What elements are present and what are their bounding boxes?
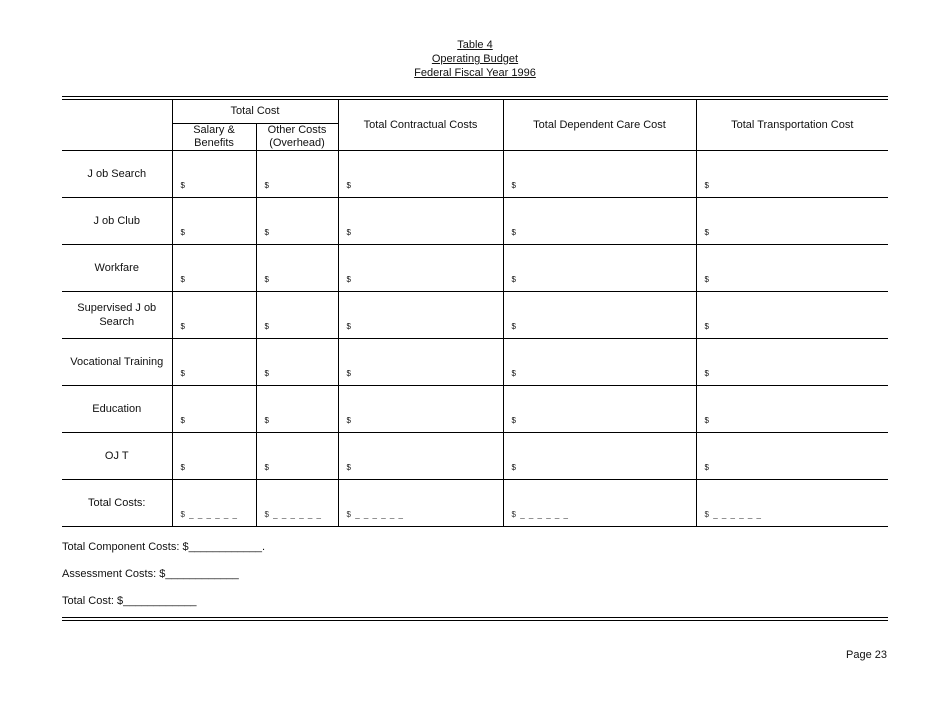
header-dependent-care: Total Dependent Care Cost [503, 100, 696, 150]
total-amount-cell[interactable]: $ _ _ _ _ _ _ [338, 479, 503, 526]
table-row [62, 432, 888, 479]
amount-cell[interactable]: $ [696, 197, 888, 244]
amount-cell[interactable]: $ [256, 385, 338, 432]
corner-cell [62, 100, 172, 150]
table-row [62, 291, 888, 338]
budget-table [62, 100, 888, 527]
header-contractual: Total Contractual Costs [338, 100, 503, 150]
amount-cell[interactable]: $ [696, 432, 888, 479]
amount-cell[interactable]: $ [503, 338, 696, 385]
row-label: Supervised J ob Search [62, 291, 172, 338]
totals-row [62, 479, 888, 526]
total-cost: Total Cost: $____________ [62, 594, 197, 607]
header-other-costs: Other Costs (Overhead) [256, 123, 338, 150]
amount-cell[interactable]: $ [172, 244, 256, 291]
amount-cell[interactable]: $ [696, 338, 888, 385]
table-row [62, 197, 888, 244]
amount-cell[interactable]: $ [338, 197, 503, 244]
table-title: Operating Budget [431, 53, 519, 65]
amount-cell[interactable]: $ [172, 385, 256, 432]
amount-cell[interactable]: $ [696, 291, 888, 338]
total-amount-cell[interactable]: $ _ _ _ _ _ _ [172, 479, 256, 526]
table-row [62, 244, 888, 291]
amount-cell[interactable]: $ [256, 291, 338, 338]
row-label: J ob Club [62, 197, 172, 244]
table-subtitle: Federal Fiscal Year 1996 [414, 67, 536, 79]
amount-cell[interactable]: $ [503, 432, 696, 479]
amount-cell[interactable]: $ [338, 385, 503, 432]
amount-cell[interactable]: $ [256, 244, 338, 291]
assessment-costs: Assessment Costs: $____________ [62, 567, 239, 580]
total-amount-cell[interactable]: $ _ _ _ _ _ _ [696, 479, 888, 526]
amount-cell[interactable]: $ [338, 291, 503, 338]
amount-cell[interactable]: $ [172, 291, 256, 338]
total-component-costs: Total Component Costs: $____________. [62, 540, 266, 553]
amount-cell[interactable]: $ [256, 150, 338, 197]
amount-cell[interactable]: $ [696, 244, 888, 291]
totals-label: Total Costs: [62, 479, 172, 526]
row-label: J ob Search [62, 150, 172, 197]
row-label: Workfare [62, 244, 172, 291]
total-amount-cell[interactable]: $ _ _ _ _ _ _ [256, 479, 338, 526]
amount-cell[interactable]: $ [256, 197, 338, 244]
amount-cell[interactable]: $ [696, 150, 888, 197]
table-row [62, 338, 888, 385]
row-label: Vocational Training [62, 338, 172, 385]
amount-cell[interactable]: $ [172, 338, 256, 385]
amount-cell[interactable]: $ [172, 432, 256, 479]
table-row [62, 150, 888, 197]
bottom-double-rule [62, 617, 888, 621]
table-and-footer [62, 100, 888, 621]
header-salary: Salary & Benefits [172, 123, 256, 150]
header-total-cost: Total Cost [172, 100, 338, 123]
amount-cell[interactable]: $ [338, 432, 503, 479]
page-number: Page 23 [846, 649, 887, 661]
header-transportation: Total Transportation Cost [696, 100, 888, 150]
amount-cell[interactable]: $ [503, 291, 696, 338]
table-number: Table 4 [457, 39, 493, 51]
amount-cell[interactable]: $ [338, 338, 503, 385]
amount-cell[interactable]: $ [172, 150, 256, 197]
amount-cell[interactable]: $ [503, 244, 696, 291]
amount-cell[interactable]: $ [338, 150, 503, 197]
amount-cell[interactable]: $ [503, 385, 696, 432]
amount-cell[interactable]: $ [503, 150, 696, 197]
amount-cell[interactable]: $ [338, 244, 503, 291]
row-label: OJ T [62, 432, 172, 479]
amount-cell[interactable]: $ [256, 432, 338, 479]
amount-cell[interactable]: $ [256, 338, 338, 385]
total-amount-cell[interactable]: $ _ _ _ _ _ _ [503, 479, 696, 526]
amount-cell[interactable]: $ [503, 197, 696, 244]
table-row [62, 385, 888, 432]
amount-cell[interactable]: $ [696, 385, 888, 432]
amount-cell[interactable]: $ [172, 197, 256, 244]
row-label: Education [62, 385, 172, 432]
